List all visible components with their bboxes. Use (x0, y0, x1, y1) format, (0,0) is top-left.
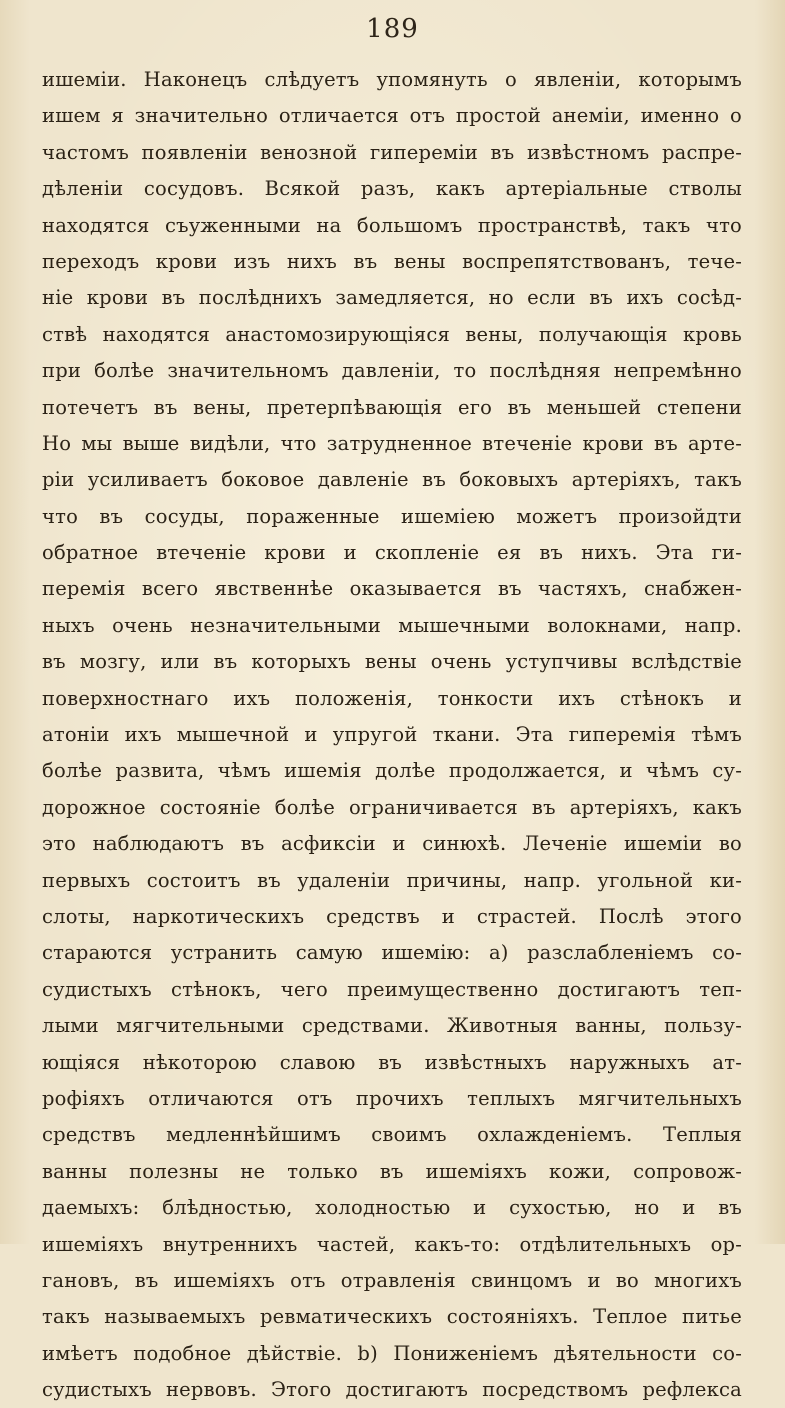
text-line: что въ сосуды, пораженные ишеміею можетъ произойдти (42, 504, 742, 528)
text-line: судистыхъ нервовъ. Этого достигаютъ посредствомъ рефлекса (42, 1378, 742, 1402)
text-line: ствѣ находятся анастомозирующіяся вены, получающія кровь (42, 322, 742, 346)
text-line: ишем я значительно отличается отъ простой анеміи, именно о (42, 104, 742, 128)
text-line: при болѣе значительномъ давленіи, то послѣдняя непремѣнно (42, 359, 742, 383)
text-line: поверхностнаго ихъ положенія, тонкости ихъ стѣнокъ и (42, 686, 742, 710)
text-line: слоты, наркотическихъ средствъ и страстей. Послѣ этого (42, 904, 742, 928)
text-line: лыми мягчительными средствами. Животныя ванны, пользу- (42, 1014, 742, 1038)
text-line: ишеміяхъ внутреннихъ частей, какъ-то: отдѣлительныхъ ор- (42, 1232, 742, 1256)
text-line: болѣе развита, чѣмъ ишемія долѣе продолжается, и чѣмъ су- (42, 759, 742, 783)
text-line: средствъ медленнѣйшимъ своимъ охлажденіемъ. Теплыя (42, 1123, 742, 1147)
text-line: судистыхъ стѣнокъ, чего преимущественно достигаютъ теп- (42, 977, 742, 1001)
text-line: первыхъ состоитъ въ удаленіи причины, напр. угольной ки- (42, 868, 742, 892)
text-line: ніе крови въ послѣднихъ замедляется, но если въ ихъ сосѣд- (42, 286, 742, 310)
text-line: частомъ появленіи венозной гипереміи въ извѣстномъ распре- (42, 140, 742, 164)
text-line: такъ называемыхъ ревматическихъ состояніяхъ. Теплое питье (42, 1305, 742, 1329)
text-line: находятся съуженными на большомъ пространствѣ, такъ что (42, 213, 742, 237)
text-line: ющіяся нѣкоторою славою въ извѣстныхъ наружныхъ ат- (42, 1050, 742, 1074)
text-line: атоніи ихъ мышечной и упругой ткани. Эта гиперемія тѣмъ (42, 723, 742, 747)
body-text (42, 62, 742, 1408)
text-line: даемыхъ: блѣдностью, холодностью и сухостью, но и въ (42, 1196, 742, 1220)
text-line: стараются устранить самую ишемію: а) разслабленіемъ со- (42, 941, 742, 965)
text-line: обратное втеченіе крови и скопленіе ея въ нихъ. Эта ги- (42, 541, 742, 565)
text-line: дорожное состояніе болѣе ограничивается въ артеріяхъ, какъ (42, 795, 742, 819)
text-line: въ мозгу, или въ которыхъ вены очень уступчивы вслѣдствіе (42, 650, 742, 674)
page-number: 189 (366, 14, 419, 44)
text-line: ишеміи. Наконецъ слѣдуетъ упомянуть о явленіи, которымъ (42, 68, 742, 91)
text-line: перемія всего явственнѣе оказывается въ частяхъ, снабжен- (42, 577, 742, 601)
text-line: Но мы выше видѣли, что затрудненное втеченіе крови въ арте- (42, 431, 742, 455)
text-line: гановъ, въ ишеміяхъ отъ отравленія свинцомъ и во многихъ (42, 1268, 742, 1292)
text-line: потечетъ въ вены, претерпѣвающія его въ меньшей степени (42, 395, 742, 419)
text-line: ванны полезны не только въ ишеміяхъ кожи, сопровож- (42, 1159, 742, 1183)
text-line: дѣленіи сосудовъ. Всякой разъ, какъ артеріальные стволы (42, 177, 742, 201)
text-line: переходъ крови изъ нихъ въ вены воспрепятствованъ, тече- (42, 249, 742, 273)
text-line: ріи усиливаетъ боковое давленіе въ боковыхъ артеріяхъ, такъ (42, 468, 742, 492)
text-line: имѣетъ подобное дѣйствіе. b) Пониженіемъ дѣятельности со- (42, 1341, 742, 1365)
text-line: ныхъ очень незначительными мышечными волокнами, напр. (42, 613, 742, 637)
text-line: рофіяхъ отличаются отъ прочихъ теплыхъ мягчительныхъ (42, 1086, 742, 1110)
text-line: это наблюдаютъ въ асфиксіи и синюхѣ. Леченіе ишеміи во (42, 832, 742, 856)
